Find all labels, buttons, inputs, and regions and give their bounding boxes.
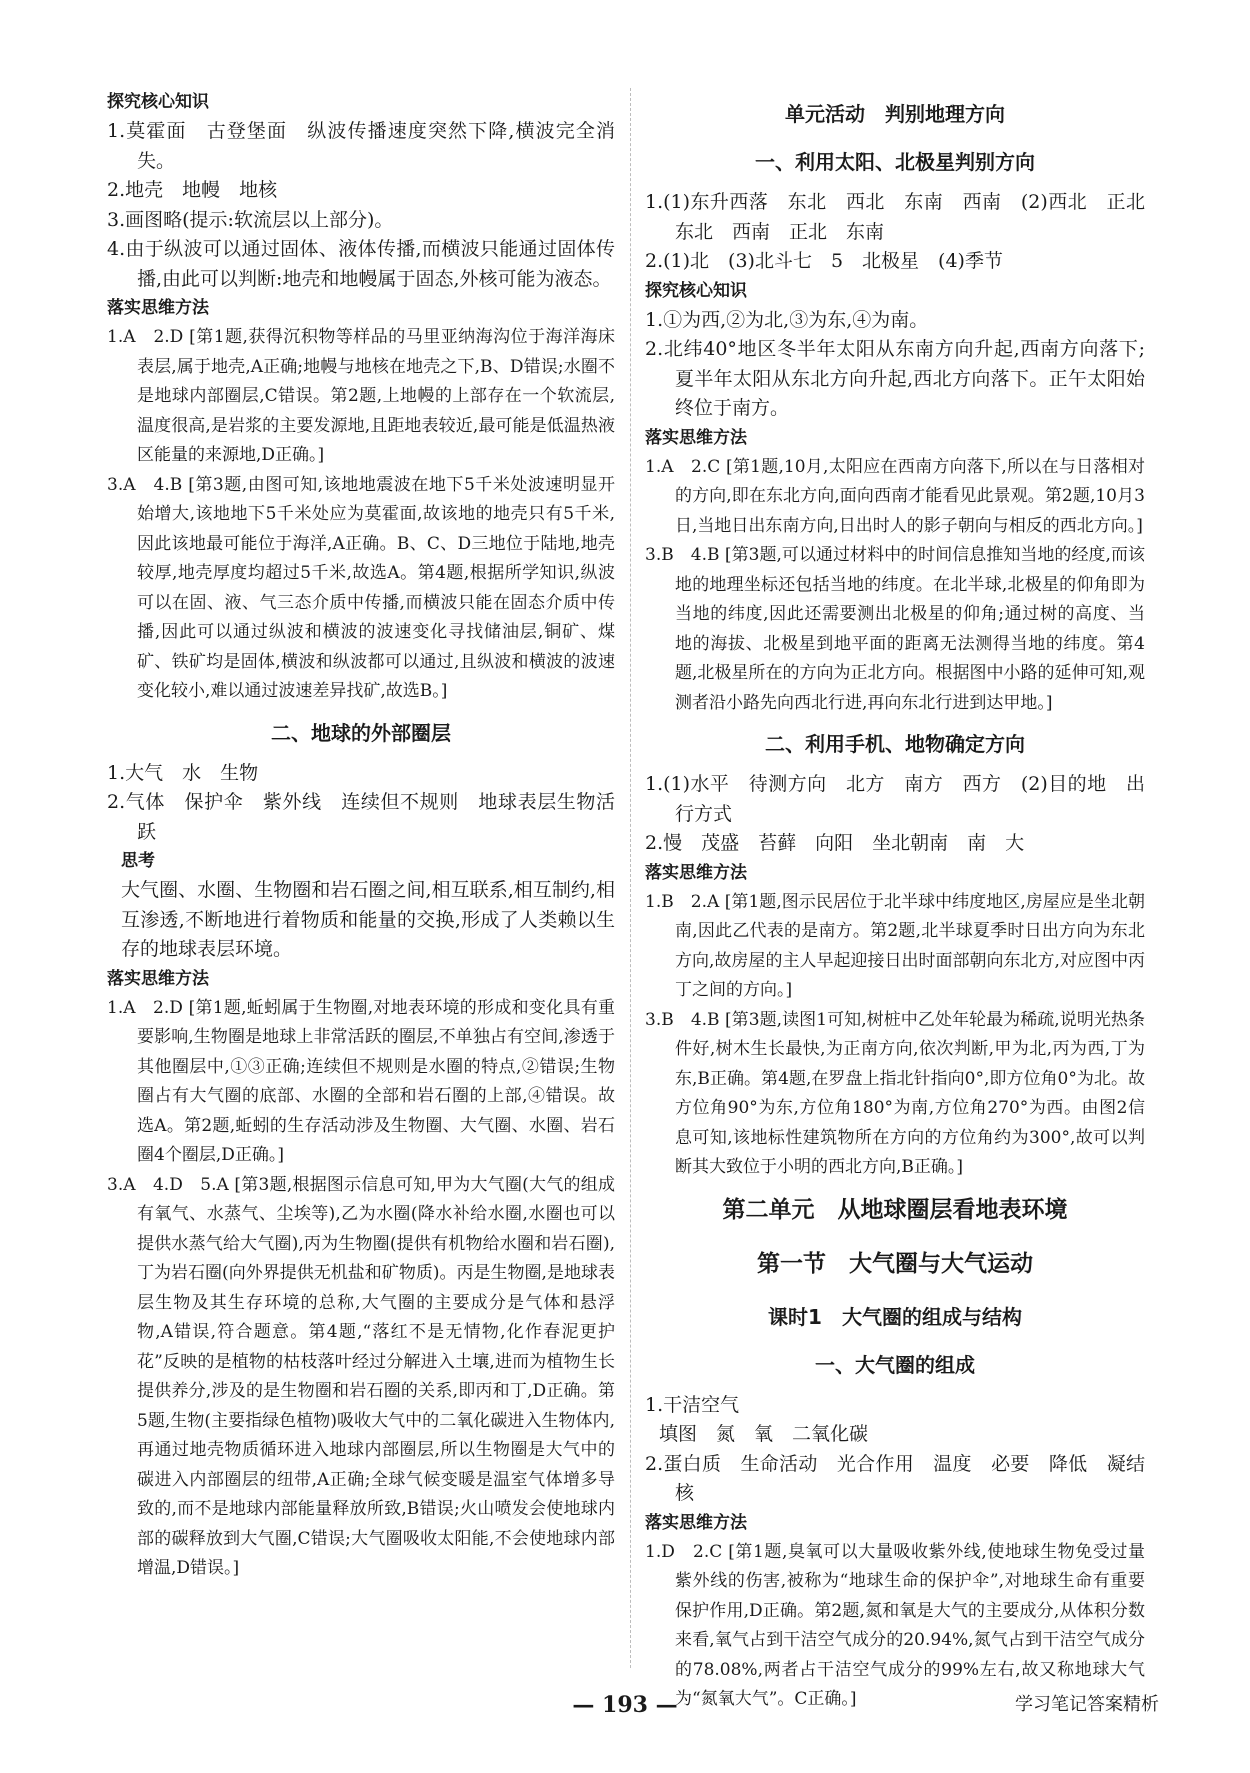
answer-item: 2.蛋白质 生命活动 光合作用 温度 必要 降低 凝结核	[645, 1452, 1145, 1504]
column-divider	[630, 88, 631, 1668]
answer-item: 2.气体 保护伞 紫外线 连续但不规则 地球表层生物活跃	[107, 791, 615, 843]
section-title: 二、利用手机、地物确定方向	[765, 732, 1025, 756]
answer-item: 3.A 4.B [第3题,由图可知,该地地震波在地下5千米处波速明显开始增大,该地地下5千米处应为莫霍面,故该地的地壳只有5千米,因此该地最可能位于海洋,A正确。B、C、D三地位于陆地,地壳较厚,地壳厚度均超过5千米,故选A。第4题,根据所学知识,纵波可以在固、液、气三态介质中传播,而横波只能在固态介质中传播,因此可以通过纵波和横波的波速变化寻找储油层,铜矿、煤矿、铁矿均是固体,横波和纵波都可以通过,且纵波和横波的波速变化较小,难以通过波速差异找矿,故选B。]	[107, 474, 615, 701]
heading: 落实思维方法	[645, 862, 747, 883]
answer-item: 3.B 4.B [第3题,读图1可知,树桩中乙处年轮最为稀疏,说明光热条件好,树木生长最快,为正南方向,依次判断,甲为北,丙为西,丁为东,B正确。第4题,在罗盘上指北针指向0°,即方位角0°为北。故方位角90°为东,方位角180°为南,方位角270°为西。由图2信息可知,该地标性建筑物所在方向的方位角约为300°,故可以判断其大致位于小明的西北方向,B正确。]	[645, 1009, 1145, 1177]
lesson-title: 课时1 大气圈的组成与结构	[768, 1304, 1022, 1329]
heading: 思考	[121, 851, 155, 871]
section-title: 二、地球的外部圈层	[271, 720, 451, 745]
answer-item: 3.A 4.D 5.A [第3题,根据图示信息可知,甲为大气圈(大气的组成有氧气、水蒸气、尘埃等),乙为水圈(降水补给水圈,水圈也可以提供水蒸气给大气圈),丙为生物圈(提供有机物给水圈和岩石圈),丁为岩石圈(向外界提供无机盐和矿物质)。丙是生物圈,是地球表层生物及其生存环境的总称,大气圈的主要成分是气体和悬浮物,A错误,符合题意。第4题,“落红不是无情物,化作春泥更护花”反映的是植物的枯枝落叶经过分解进入土壤,进而为植物生长提供养分,涉及的是生物圈和岩石圈的关系,即丙和丁,D正确。第5题,生物(主要指绿色植物)吸收大气中的二氧化碳进入生物体内,再通过地壳物质循环进入地球内部圈层,所以生物圈是大气中的碳进入内部圈层的纽带,A正确;全球气候变暖是温室气体增多导致的,而不是地球内部能量释放所致,B错误;火山喷发会使地球内部的碳释放到大气圈,C错误;大气圈吸收太阳能,不会使地球内部增温,D错误。]	[107, 1174, 615, 1578]
page-number: — 193 —	[572, 1692, 678, 1718]
answer-item: 1.莫霍面 古登堡面 纵波传播速度突然下降,横波完全消失。	[107, 120, 615, 172]
answer-item: 1.B 2.A [第1题,图示民居位于北半球中纬度地区,房屋应是坐北朝南,因此乙代表的是南方。第2题,北半球夏季时日出方向为东北方向,故房屋的主人早起迎接日出时面部朝向东北方,对应图中丙丁之间的方向。]	[645, 891, 1145, 1000]
answer-item: 2.慢 茂盛 苔藓 向阳 坐北朝南 南 大	[645, 832, 1025, 854]
answer-item: 1.A 2.C [第1题,10月,太阳应在西南方向落下,所以在与日落相对的方向,即在东北方向,面向西南才能看见此景观。第2题,10月3日,当地日出东南方向,日出时人的影子朝向与相反的西北方向。]	[645, 456, 1145, 536]
answer-item: 2.(1)北 (3)北斗七 5 北极星 (4)季节	[645, 250, 1003, 272]
answer-item: 1.A 2.D [第1题,蚯蚓属于生物圈,对地表环境的形成和变化具有重要影响,生物圈是地球上非常活跃的圈层,不单独占有空间,渗透于其他圈层中,①③正确;连续但不规则是水圈的特点,②错误;生物圈占有大气圈的底部、水圈的全部和岩石圈的上部,④错误。故选A。第2题,蚯蚓的生存活动涉及生物圈、大气圈、水圈、岩石圈4个圈层,D正确。]	[107, 997, 615, 1165]
answer-item: 3.B 4.B [第3题,可以通过材料中的时间信息推知当地的经度,而该地的地理坐标还包括当地的纬度。在北半球,北极星的仰角即为当地的纬度,因此还需要测出北极星的仰角;通过树的高度、当地的海拔、北极星到地平面的距离无法测得当地的纬度。第4题,北极星所在的方向为正北方向。根据图中小路的延伸可知,观测者沿小路先向西北行进,再向东北行进到达甲地。]	[645, 545, 1145, 713]
heading: 探究核心知识	[107, 92, 209, 112]
fill-figure: 填图 氮 氧 二氧化碳	[659, 1423, 869, 1445]
unit-title: 第二单元 从地球圈层看地表环境	[722, 1196, 1068, 1223]
section-title: 第一节 大气圈与大气运动	[757, 1250, 1033, 1277]
heading: 落实思维方法	[645, 1512, 747, 1533]
answer-item: 1.D 2.C [第1题,臭氧可以大量吸收紫外线,使地球生物免受过量紫外线的伤害,被称为“地球生命的保护伞”,对地球生命有重要保护作用,D正确。第2题,氮和氧是大气的主要成分,从体积分数来看,氧气占到干洁空气成分的20.94%,氮气占到干洁空气成分的78.08%,两者占干洁空气成分的99%左右,故又称地球大气为“氮氧大气”。C正确。]	[645, 1541, 1145, 1709]
answer-item: 1.(1)东升西落 东北 西北 东南 西南 (2)西北 正北 东北 西南 正北 东南	[645, 191, 1165, 243]
heading: 落实思维方法	[107, 968, 209, 989]
answer-item: 1.大气 水 生物	[107, 761, 259, 784]
heading: 落实思维方法	[107, 298, 209, 318]
subsection-title: 一、大气圈的组成	[815, 1352, 975, 1377]
left-column	[107, 88, 615, 1584]
answer-item: 1.A 2.D [第1题,获得沉积物等样品的马里亚纳海沟位于海洋海床表层,属于地壳,A正确;地幔与地核在地壳之下,B、D错误;水圈不是地球内部圈层,C错误。第2题,上地幔的上部存在一个软流层,温度很高,是岩浆的主要发源地,且距地表较近,最可能是低温热液区能量的来源地,D正确。]	[107, 327, 615, 465]
answer-item: 2.地壳 地幔 地核	[107, 179, 278, 201]
paragraph: 大气圈、水圈、生物圈和岩石圈之间,相互联系,相互制约,相互渗透,不断地进行着物质和能量的交换,形成了人类赖以生存的地球表层环境。	[121, 879, 615, 960]
answer-item: 3.画图略(提示:软流层以上部分)。	[107, 208, 394, 231]
heading: 落实思维方法	[645, 427, 747, 448]
heading: 探究核心知识	[645, 280, 747, 301]
answer-item: 2.北纬40°地区冬半年太阳从东南方向升起,西南方向落下;夏半年太阳从东北方向升起,西北方向落下。正午太阳始终位于南方。	[645, 338, 1145, 419]
right-column	[645, 88, 1165, 1715]
answer-item: 1.①为西,②为北,③为东,④为南。	[645, 308, 929, 331]
answer-item: 1.干洁空气	[645, 1393, 740, 1416]
answer-item: 1.(1)水平 待测方向 北方 南方 西方 (2)目的地 出行方式	[645, 773, 1145, 825]
answer-item: 4.由于纵波可以通过固体、液体传播,而横波只能通过固体传播,由此可以判断:地壳和地幔属于固态,外核可能为液态。	[107, 238, 615, 290]
footer-text: 学习笔记答案精析	[1015, 1694, 1159, 1715]
unit-activity-title: 单元活动 判别地理方向	[785, 102, 1005, 126]
section-title: 一、利用太阳、北极星判别方向	[755, 150, 1035, 174]
